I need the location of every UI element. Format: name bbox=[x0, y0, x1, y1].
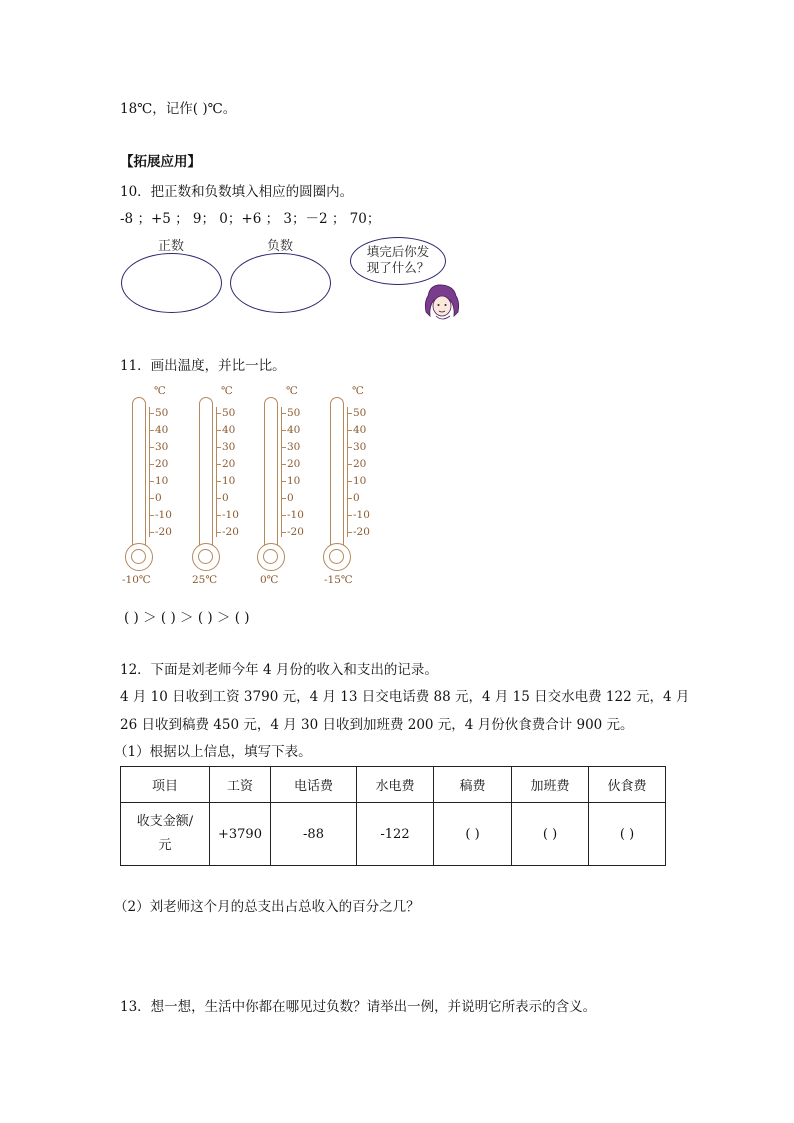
scale-tick-label: 20 bbox=[287, 458, 301, 470]
scale-tick-label: 10 bbox=[353, 475, 367, 487]
thermometer-bulb bbox=[257, 543, 285, 571]
scale-tick bbox=[347, 430, 352, 431]
scale-tick-label: 20 bbox=[353, 458, 367, 470]
scale-tick-label: 30 bbox=[287, 441, 301, 453]
scale-tick-label: 30 bbox=[222, 441, 236, 453]
scale-tick-label: 50 bbox=[287, 407, 301, 419]
scale-tick-label: 0 bbox=[287, 492, 294, 504]
answer-blank-cell[interactable]: ( ) bbox=[512, 803, 589, 866]
scale-tick bbox=[281, 464, 286, 465]
fill-blank-line: 18℃，记作( )℃。 bbox=[120, 101, 237, 117]
question-12-prompt: 12．下面是刘老师今年 4 月份的收入和支出的记录。 bbox=[120, 662, 438, 678]
positive-circle[interactable] bbox=[121, 253, 222, 313]
scale-tick-label: 0 bbox=[222, 492, 229, 504]
thermometer-bulb bbox=[125, 543, 153, 571]
table-header: 水电费 bbox=[357, 767, 434, 803]
scale-tick bbox=[149, 498, 154, 499]
scale-tick bbox=[281, 532, 286, 533]
thought-bubble bbox=[350, 237, 446, 285]
scale-tick-label: 10 bbox=[222, 475, 236, 487]
table-cell: -88 bbox=[271, 803, 357, 866]
scale-tick bbox=[347, 481, 352, 482]
row-label-line-2: 元 bbox=[158, 838, 172, 853]
table-cell: +3790 bbox=[210, 803, 271, 866]
celsius-unit: ℃ bbox=[154, 385, 166, 397]
thermometer-caption: -10℃ bbox=[122, 574, 151, 586]
scale-tick-label: 10 bbox=[155, 475, 169, 487]
thermometer-caption: -15℃ bbox=[324, 574, 353, 586]
thermometer-caption: 0℃ bbox=[260, 574, 279, 586]
scale-tick bbox=[347, 498, 352, 499]
negative-label: 负数 bbox=[267, 239, 294, 254]
scale-tick bbox=[216, 447, 221, 448]
scale-tick-label: -20 bbox=[155, 526, 172, 538]
scale-tick-label: 50 bbox=[353, 407, 367, 419]
scale-tick-label: 0 bbox=[155, 492, 162, 504]
scale-tick bbox=[347, 464, 352, 465]
scale-tick bbox=[149, 413, 154, 414]
table-header-row bbox=[121, 767, 666, 803]
table-header: 项目 bbox=[121, 767, 210, 803]
scale-tick-label: 20 bbox=[222, 458, 236, 470]
row-label-line-1: 收支金额/ bbox=[136, 814, 194, 829]
answer-blank-cell[interactable]: ( ) bbox=[589, 803, 666, 866]
question-10-prompt: 10．把正数和负数填入相应的圆圈内。 bbox=[120, 184, 354, 200]
scale-tick bbox=[281, 515, 286, 516]
question-13-prompt: 13．想一想，生活中你都在哪见过负数？请举出一例，并说明它所表示的含义。 bbox=[120, 999, 597, 1015]
scale-tick-label: -10 bbox=[222, 509, 239, 521]
table-header: 加班费 bbox=[512, 767, 589, 803]
table-header: 稿费 bbox=[434, 767, 512, 803]
scale-tick-label: 0 bbox=[353, 492, 360, 504]
scale-tick bbox=[149, 532, 154, 533]
scale-tick-label: 20 bbox=[155, 458, 169, 470]
scale-tick-label: -20 bbox=[287, 526, 304, 538]
positive-label: 正数 bbox=[158, 239, 185, 254]
table-header: 工资 bbox=[210, 767, 271, 803]
thermometer-tube bbox=[330, 397, 344, 547]
table-header: 伙食费 bbox=[589, 767, 666, 803]
answer-blank-cell[interactable]: ( ) bbox=[434, 803, 512, 866]
scale-tick bbox=[216, 532, 221, 533]
scale-tick bbox=[216, 498, 221, 499]
scale-tick-label: 40 bbox=[287, 424, 301, 436]
scale-tick bbox=[281, 481, 286, 482]
scale-tick-label: 10 bbox=[287, 475, 301, 487]
scale-tick-label: 30 bbox=[155, 441, 169, 453]
row-label bbox=[121, 803, 210, 866]
scale-tick bbox=[216, 430, 221, 431]
scale-tick bbox=[149, 464, 154, 465]
scale-tick bbox=[281, 430, 286, 431]
scale-tick bbox=[216, 413, 221, 414]
scale-tick bbox=[281, 413, 286, 414]
scale-tick bbox=[281, 447, 286, 448]
question-10-numbers: -8 ；+5 ； 9； 0；+6 ； 3；－2 ； 70； bbox=[120, 211, 381, 227]
bubble-line-2: 现了什么？ bbox=[366, 260, 430, 275]
scale-tick bbox=[216, 515, 221, 516]
girl-illustration bbox=[420, 282, 465, 322]
scale-tick-label: 50 bbox=[155, 407, 169, 419]
scale-tick-label: 30 bbox=[353, 441, 367, 453]
scale-tick bbox=[347, 447, 352, 448]
scale-tick bbox=[149, 515, 154, 516]
section-heading: 【拓展应用】 bbox=[120, 154, 201, 170]
question-12-sub-2: （2）刘老师这个月的总支出占总收入的百分之几？ bbox=[114, 899, 420, 915]
scale-tick bbox=[149, 447, 154, 448]
question-11-prompt: 11．画出温度，并比一比。 bbox=[120, 358, 286, 374]
scale-tick-label: -20 bbox=[222, 526, 239, 538]
question-12-sub-1: （1）根据以上信息，填写下表。 bbox=[114, 744, 312, 760]
scale-tick-label: -10 bbox=[287, 509, 304, 521]
scale-tick bbox=[281, 498, 286, 499]
scale-tick bbox=[149, 481, 154, 482]
question-12-text-1: 4 月 10 日收到工资 3790 元，4 月 13 日交电话费 88 元，4 月 15 日交水电费 122 元，4 月 bbox=[120, 689, 690, 705]
income-expense-table bbox=[120, 766, 666, 866]
thermometer-tube bbox=[264, 397, 278, 547]
scale-tick-label: 40 bbox=[155, 424, 169, 436]
comparison-blanks[interactable]: ( ) ＞ ( ) ＞ ( ) ＞ ( ) bbox=[124, 610, 250, 626]
celsius-unit: ℃ bbox=[352, 385, 364, 397]
scale-tick bbox=[149, 430, 154, 431]
thermometer-bulb bbox=[323, 543, 351, 571]
table-row bbox=[121, 803, 666, 866]
scale-tick bbox=[347, 532, 352, 533]
celsius-unit: ℃ bbox=[286, 385, 298, 397]
celsius-unit: ℃ bbox=[221, 385, 233, 397]
table-cell: -122 bbox=[357, 803, 434, 866]
table-header: 电话费 bbox=[271, 767, 357, 803]
thermometer-4[interactable] bbox=[326, 385, 406, 590]
negative-circle[interactable] bbox=[230, 253, 331, 313]
scale-tick bbox=[347, 413, 352, 414]
scale-tick-label: 40 bbox=[353, 424, 367, 436]
thermometer-tube bbox=[199, 397, 213, 547]
thermometer-caption: 25℃ bbox=[192, 574, 218, 586]
scale-tick bbox=[347, 515, 352, 516]
scale-tick bbox=[216, 481, 221, 482]
question-12-text-2: 26 日收到稿费 450 元，4 月 30 日收到加班费 200 元，4 月份伙食费合计 900 元。 bbox=[120, 717, 634, 733]
scale-tick-label: 50 bbox=[222, 407, 236, 419]
thermometer-bulb bbox=[192, 543, 220, 571]
scale-tick-label: -20 bbox=[353, 526, 370, 538]
scale-tick-label: 40 bbox=[222, 424, 236, 436]
scale-tick-label: -10 bbox=[155, 509, 172, 521]
thermometer-tube bbox=[132, 397, 146, 547]
scale-tick-label: -10 bbox=[353, 509, 370, 521]
bubble-line-1: 填完后你发 bbox=[366, 244, 430, 259]
scale-tick bbox=[216, 464, 221, 465]
